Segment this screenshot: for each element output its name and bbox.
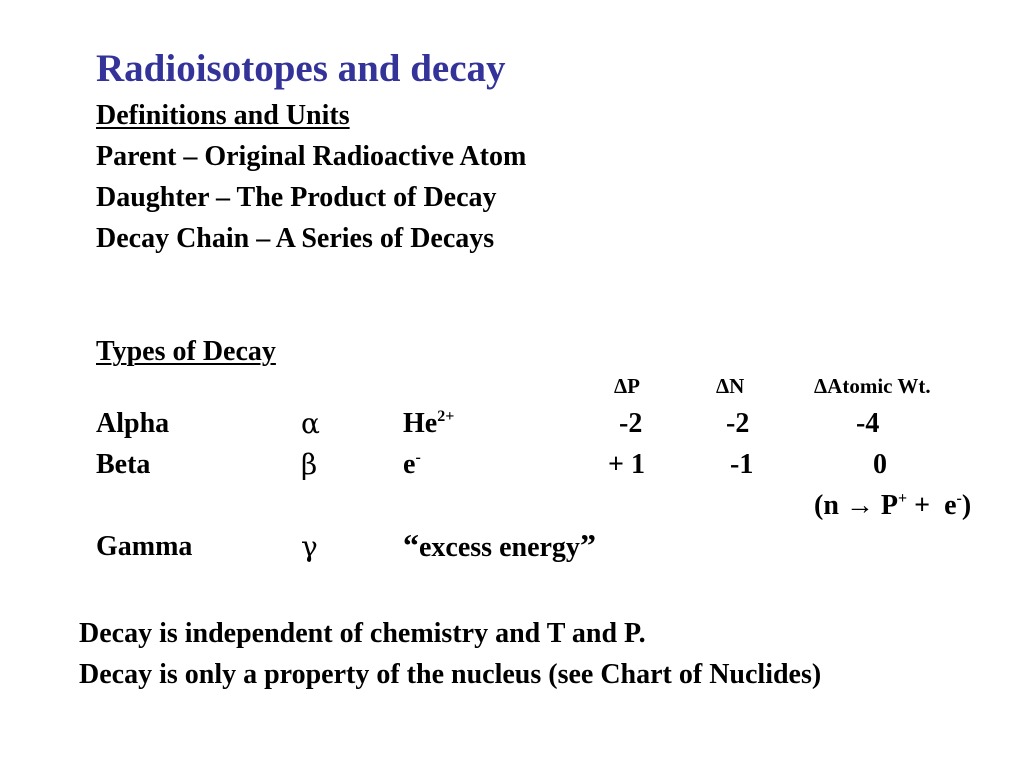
gamma-particle-text: excess energy [419, 532, 580, 563]
alpha-particle [403, 410, 454, 438]
footer-line-chemistry: Decay is independent of chemistry and T and P. [79, 618, 646, 649]
alpha-delta-wt: -4 [856, 408, 880, 439]
beta-particle-sup: - [415, 449, 421, 466]
definition-decay-chain: Decay Chain – A Series of Decays [96, 223, 495, 254]
alpha-delta-n: -2 [726, 408, 750, 439]
gamma-open-quote: “ [403, 527, 419, 563]
alpha-symbol: α [301, 407, 320, 440]
beta-note-e-sup: - [956, 490, 962, 507]
gamma-name: Gamma [96, 531, 193, 562]
types-heading: Types of Decay [96, 336, 276, 367]
column-delta-atomic-wt: ΔAtomic Wt. [814, 374, 931, 398]
beta-note-close: ) [961, 490, 972, 521]
beta-name: Beta [96, 449, 151, 480]
gamma-particle [403, 529, 596, 562]
slide-title: Radioisotopes and decay [96, 47, 506, 90]
footer-line-nucleus: Decay is only a property of the nucleus (see Chart of Nuclides) [79, 659, 822, 690]
gamma-symbol: γ [301, 530, 318, 563]
column-delta-p: ΔP [614, 374, 640, 398]
beta-note-open: (n → P [814, 490, 898, 521]
beta-particle-base: e [403, 449, 416, 480]
definition-parent: Parent – Original Radioactive Atom [96, 141, 527, 172]
beta-particle [403, 451, 421, 479]
beta-symbol: β [301, 448, 318, 481]
beta-note-p-sup: + [898, 490, 908, 507]
alpha-delta-p: -2 [619, 408, 643, 439]
definition-daughter: Daughter – The Product of Decay [96, 182, 497, 213]
alpha-name: Alpha [96, 408, 170, 439]
alpha-particle-base: He [403, 408, 438, 439]
definitions-heading: Definitions and Units [96, 100, 350, 131]
column-delta-n: ΔN [716, 374, 745, 398]
beta-note-plus: + e [907, 490, 957, 521]
beta-delta-p: + 1 [608, 449, 645, 480]
alpha-particle-sup: 2+ [437, 408, 455, 425]
beta-delta-n: -1 [730, 449, 754, 480]
gamma-close-quote: ” [579, 527, 596, 563]
beta-delta-wt: 0 [873, 449, 887, 480]
beta-decay-note [814, 492, 971, 520]
